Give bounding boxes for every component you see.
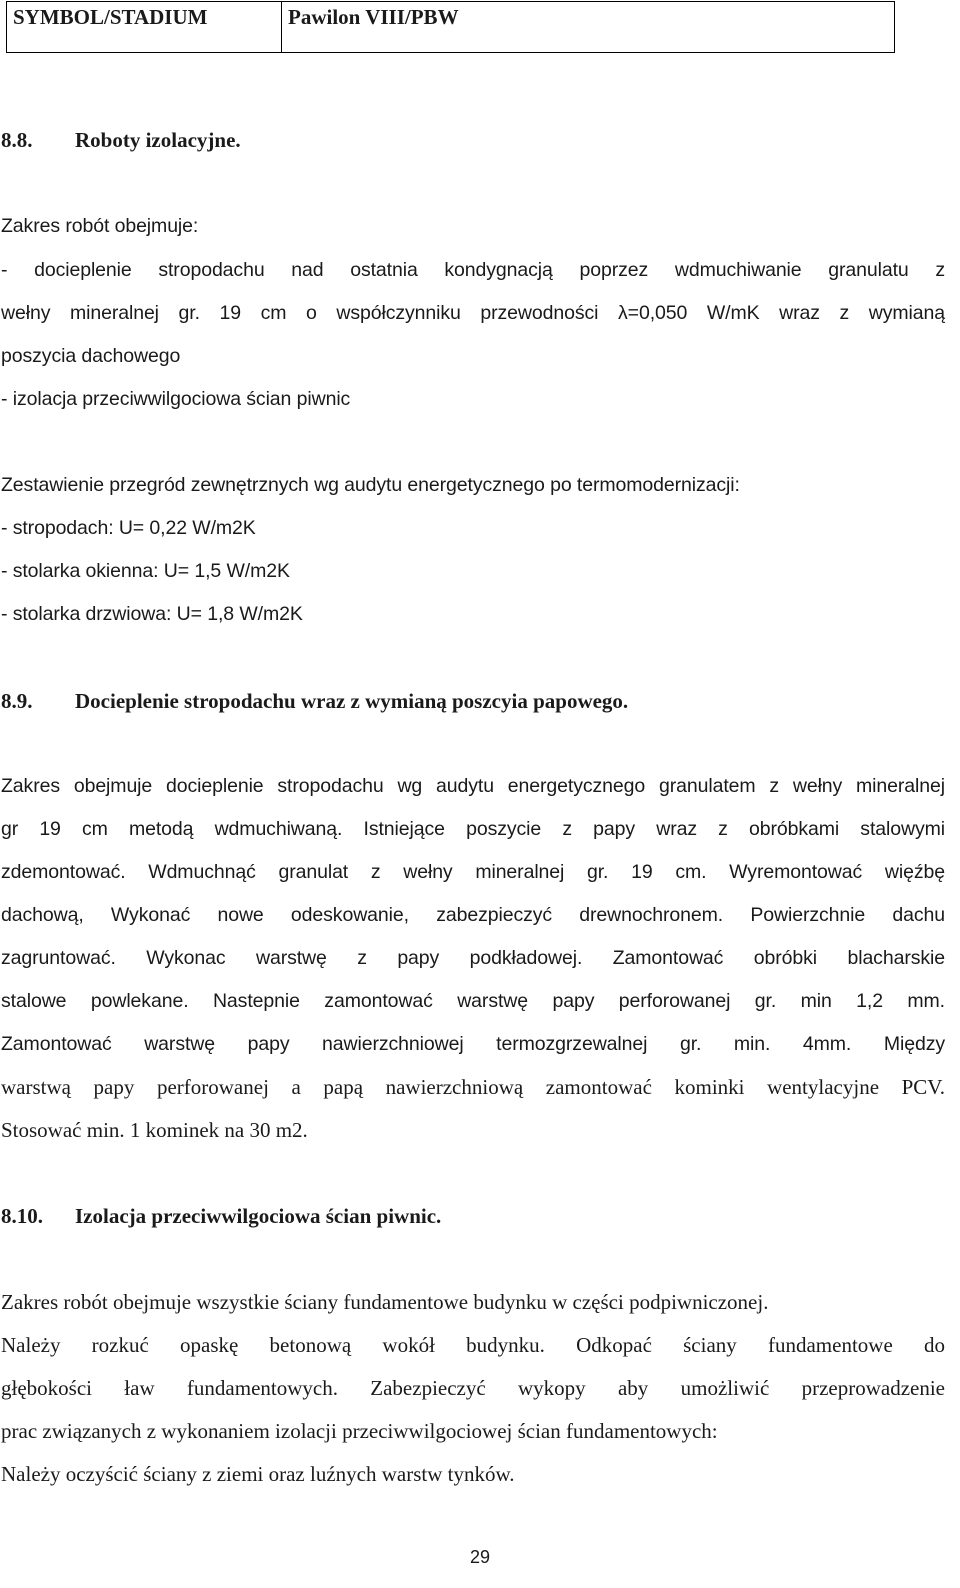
scope-line: wełny mineralnej gr. 19 cm o współczynniku przewodności λ=0,050 W/mK wraz z wymianą <box>1 302 945 324</box>
header-object: Pawilon VIII/PBW <box>282 2 895 53</box>
partition-item: - stolarka drzwiowa: U= 1,8 W/m2K <box>1 603 303 625</box>
section-8-9-heading <box>1 688 628 714</box>
paragraph-line: Należy oczyścić ściany z ziemi oraz luźnych warstw tynków. <box>1 1462 515 1486</box>
section-number: 8.10. <box>1 1204 43 1228</box>
scope-line: - docieplenie stropodachu nad ostatnia kondygnacją poprzez wdmuchiwanie granulatu z <box>1 259 945 281</box>
section-title: Docieplenie stropodachu wraz z wymianą poszcyia papowego. <box>75 689 629 713</box>
paragraph-line: Zakres robót obejmuje wszystkie ściany fundamentowe budynku w części podpiwniczonej. <box>1 1290 769 1314</box>
paragraph-line: Zakres obejmuje docieplenie stropodachu wg audytu energetycznego granulatem z wełny mineralnej <box>1 775 945 797</box>
section-8-8-heading <box>1 127 241 153</box>
section-title: Izolacja przeciwwilgociowa ścian piwnic. <box>75 1204 442 1228</box>
scope-intro: Zakres robót obejmuje: <box>1 215 199 237</box>
paragraph-line: stalowe powlekane. Nastepnie zamontować warstwę papy perforowanej gr. min 1,2 mm. <box>1 990 945 1012</box>
partition-item: - stolarka okienna: U= 1,5 W/m2K <box>1 560 290 582</box>
partition-item: - stropodach: U= 0,22 W/m2K <box>1 517 256 539</box>
paragraph-line: Stosować min. 1 kominek na 30 m2. <box>1 1118 308 1142</box>
paragraph-line: głębokości ław fundamentowych. Zabezpieczyć wykopy aby umożliwić przeprowadzenie <box>1 1376 945 1400</box>
paragraph-line: dachową, Wykonać nowe odeskowanie, zabezpieczyć drewnochronem. Powierzchnie dachu <box>1 904 945 926</box>
paragraph-line: zagruntować. Wykonac warstwę z papy podkładowej. Zamontować obróbki blacharskie <box>1 947 945 969</box>
section-8-10-heading <box>1 1203 441 1229</box>
section-title: Roboty izolacyjne. <box>75 128 241 152</box>
scope-line: poszycia dachowego <box>1 345 181 367</box>
paragraph-line: Zamontować warstwę papy nawierzchniowej termozgrzewalnej gr. min. 4mm. Między <box>1 1033 945 1055</box>
page-number: 29 <box>469 1547 491 1567</box>
partitions-intro: Zestawienie przegród zewnętrznych wg audytu energetycznego po termomodernizacji: <box>1 474 740 496</box>
section-number: 8.9. <box>1 689 33 713</box>
scope-line: - izolacja przeciwwilgociowa ścian piwnic <box>1 388 351 410</box>
paragraph-line: Należy rozkuć opaskę betonową wokół budynku. Odkopać ściany fundamentowe do <box>1 1333 945 1357</box>
document-header <box>6 1 895 53</box>
paragraph-line: warstwą papy perforowanej a papą nawierzchniową zamontować kominki wentylacyjne PCV. <box>1 1075 945 1099</box>
section-number: 8.8. <box>1 128 33 152</box>
paragraph-line: prac związanych z wykonaniem izolacji przeciwwilgociowej ścian fundamentowych: <box>1 1419 718 1443</box>
header-symbol: SYMBOL/STADIUM <box>7 2 282 53</box>
paragraph-line: gr 19 cm metodą wdmuchiwaną. Istniejące poszycie z papy wraz z obróbkami stalowymi <box>1 818 945 840</box>
paragraph-line: zdemontować. Wdmuchnąć granulat z wełny mineralnej gr. 19 cm. Wyremontować więźbę <box>1 861 945 883</box>
